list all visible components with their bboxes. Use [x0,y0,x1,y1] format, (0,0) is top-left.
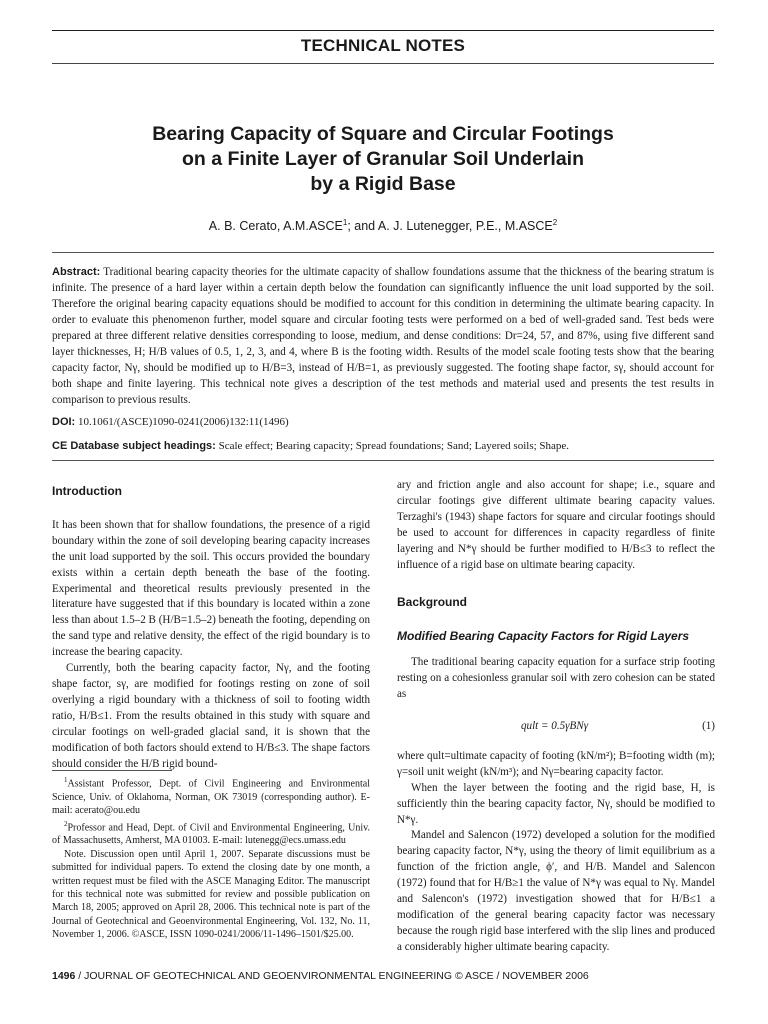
page-footer [52,970,714,982]
intro-paragraph-1: It has been shown that for shallow foundations, the presence of a rigid boundary within the zone of soil developing bearing capacity increases the unit load supported by the soil. This occurs provided the boundary exists within a certain depth beneath the base of the footing. Experimental and theoretical results previously presented in the literature have suggested that if this boundary is located within a zone less than about 1.5–2 B (H/B=1.5–2) beneath the footing, depending on the sand type and relative density, the effect of the rigid boundary is to increase the bearing capacity. [52,518,370,659]
subject-headings-label: CE Database subject headings: [52,440,216,452]
author-2-affil: 2 [552,218,558,227]
title-line-3: by a Rigid Base [310,173,456,195]
left-column [52,478,370,772]
doi-label: DOI: [52,416,76,428]
page-number: 1496 [52,970,76,982]
introduction-heading: Introduction [52,484,122,498]
background-heading: Background [397,595,468,610]
title-line-1: Bearing Capacity of Square and Circular Footings [152,123,614,145]
right-column [397,478,715,956]
equation-number: (1) [702,719,715,732]
footnote-2-mark: 2 [64,819,68,828]
section-rule [52,63,714,64]
section-label: TECHNICAL NOTES [300,36,466,55]
footnote-1-mark: 1 [64,776,68,784]
doi-value[interactable]: 10.1061/(ASCE)1090-0241(2006)132:11(1496) [77,416,289,428]
footnote-1 [52,774,370,818]
background-paragraph-4: Mandel and Salencon (1972) developed a solution for the modified bearing capacity factor, N*γ, using the theory of limit equilibrium as a function of the friction angle, ϕ′, and H/B. Mandel and Salencon (1972) found that for H/B≥1 the value of N*γ was equal to Nγ. Mandel and Salencon's (1972) investigation showed that for H/B≤1 a modification of the general bearing capacity factor was necessary because the rough rigid base interfered with the slip lines and produced a considerably higher ultimate bearing capacity. [397,829,715,953]
author-line [52,218,714,233]
abstract-label: Abstract: [52,266,101,278]
subsection-heading: Modified Bearing Capacity Factors for Rigid Layers [397,629,690,644]
author-2: ; and A. J. Lutenegger, P.E., M.ASCE [347,219,553,234]
footnote-2-text: Professor and Head, Dept. of Civil and Environmental Engineering, Univ. of Massachusetts, Amherst, MA 01003. E-mail: lutenegg@ecs.umass.edu [52,821,370,847]
equation-1 [397,719,715,735]
footnote-rule [52,770,172,771]
discussion-note: Note. Discussion open until April 1, 2007. Separate discussions must be submitted for individual papers. To extend the closing date by one month, a written request must be filed with the ASCE Managing Editor. The manuscript for this technical note was submitted for review and possible publication on March 18, 2005; approved on April 28, 2006. This technical note is part of the Journal of Geotechnical and Geoenvironmental Engineering, Vol. 132, No. 11, November 1, 2006. ©ASCE, ISSN 1090-0241/2006/11-1496–1501/$25.00. [52,848,370,941]
equation-text: qult = 0.5γBNγ [521,719,589,732]
headings-rule [52,460,714,461]
background-paragraph-1: The traditional bearing capacity equation for a surface strip footing resting on a cohesionless granular soil with zero cohesion can be stated as [397,656,715,701]
doi-line [52,416,714,428]
paper-title [52,122,714,197]
author-1-affil: 1 [342,218,348,227]
subject-headings-value: Scale effect; Bearing capacity; Spread foundations; Sand; Layered soils; Shape. [218,440,570,452]
journal-line: / JOURNAL OF GEOTECHNICAL AND GEOENVIRONMENTAL ENGINEERING © ASCE / NOVEMBER 2006 [75,970,589,982]
background-paragraph-2: where qult=ultimate capacity of footing (kN/m²); B=footing width (m); γ=soil unit weight (kN/m³); and Nγ=bearing capacity factor. [397,749,715,778]
abstract-rule [52,252,714,253]
background-paragraph-3: When the layer between the footing and the rigid base, H, is sufficiently thin the bearing capacity factor, Nγ, should be modified to N*γ. [397,781,715,826]
journal-page [52,0,714,1024]
author-1: A. B. Cerato, A.M.ASCE [208,219,343,234]
intro-continued: ary and friction angle and also account for shape; i.e., square and circular footings give different ultimate bearing capacity values. Terzaghi's (1943) shape factors for square and circular footings should be used to account for differences in capacity regardless of finite layering and N*γ should be further modified to H/B≤3 to reflect the influence of a rigid base on ultimate bearing capacity. [397,479,715,571]
subject-headings [52,440,714,452]
intro-paragraph-2: Currently, both the bearing capacity factor, Nγ, and the footing shape factor, sγ, are modified for footings resting on zone of soil overlying a rigid boundary with a thickness of soil to footing width ratio, H/B≤1. From the results obtained in this study with square and circular footings on well-graded glacial sand, it is shown that the modification of both factors should extend to H/B≤3. The shape factors should consider the H/B rigid bound- [52,662,370,770]
footnote-2 [52,818,370,848]
abstract [52,264,714,408]
footnotes [52,774,370,942]
top-rule [52,30,714,31]
footnote-1-text: Assistant Professor, Dept. of Civil Engineering and Environmental Science, Univ. of Oklahoma, Norman, OK 73019 (corresponding author). E-mail: acerato@ou.edu [52,778,370,817]
title-line-2: on a Finite Layer of Granular Soil Underlain [182,148,584,170]
abstract-text: Traditional bearing capacity theories for the ultimate capacity of shallow foundations assume that the thickness of the bearing stratum is infinite. The presence of a hard layer within a certain depth below the foundation can significantly influence the unit load supported by the soil. Therefore the original bearing capacity equations should be modified to account for this condition in determining the ultimate bearing capacity. In order to evaluate this phenomenon further, model square and circular footing tests were performed on a bed of well-graded sand. Test beds were prepared at three different relative densities corresponding to loose, medium, and dense conditions: Dr=24, 57, and 87%, using five different sand layer thicknesses, H; H/B values of 0.5, 1, 2, 3, and 4, where B is the footing width. Results of the model scale footing tests show that the bearing capacity factor, Nγ, should be modified up to H/B=3, instead of H/B=1, as previously suggested. The footing shape factor, sγ, should account for both shape and finite layering. This technical note gives a description of the test methods and material used and presents the test results in comparison to previous results. [52,266,714,406]
